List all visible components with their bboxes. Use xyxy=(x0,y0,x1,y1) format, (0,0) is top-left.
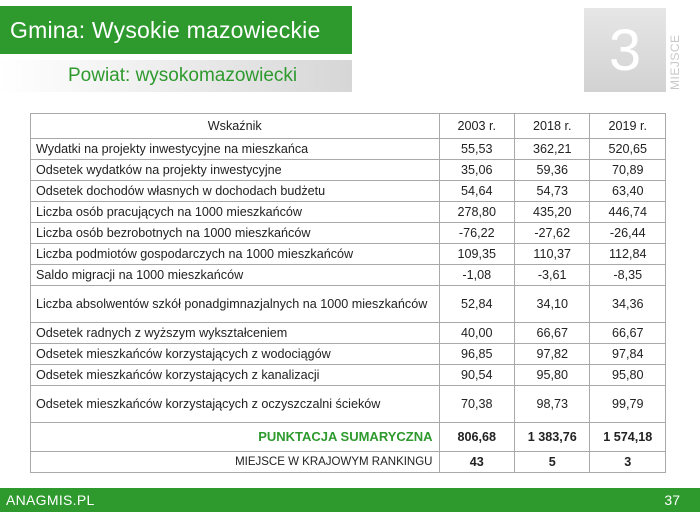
footer-brand: ANAGMIS.PL xyxy=(6,492,95,508)
summary-label: PUNKTACJA SUMARYCZNA xyxy=(31,423,440,452)
table-row xyxy=(31,139,666,160)
value-2018-cell: 66,67 xyxy=(514,323,589,344)
indicator-cell: Odsetek mieszkańców korzystających z wodociągów xyxy=(31,344,440,365)
page-title xyxy=(0,6,352,54)
table-row xyxy=(31,223,666,244)
table-row xyxy=(31,181,666,202)
value-2019-cell: 112,84 xyxy=(590,244,666,265)
value-2003-cell: 52,84 xyxy=(439,286,514,323)
column-header-2003: 2003 r. xyxy=(439,114,514,139)
page-title-text: Gmina: Wysokie mazowieckie xyxy=(10,16,321,43)
value-2003-cell: -76,22 xyxy=(439,223,514,244)
value-2019-cell: 520,65 xyxy=(590,139,666,160)
summary-2018: 1 383,76 xyxy=(514,423,589,452)
rank-badge xyxy=(584,8,666,92)
column-header-2019: 2019 r. xyxy=(590,114,666,139)
table-row xyxy=(31,365,666,386)
summary-2003: 806,68 xyxy=(439,423,514,452)
indicator-cell: Liczba osób bezrobotnych na 1000 mieszkańców xyxy=(31,223,440,244)
table-row xyxy=(31,244,666,265)
table-row xyxy=(31,323,666,344)
value-2018-cell: 110,37 xyxy=(514,244,589,265)
rank-number: 3 xyxy=(608,17,642,83)
indicator-cell: Wydatki na projekty inwestycyjne na mieszkańca xyxy=(31,139,440,160)
value-2003-cell: 40,00 xyxy=(439,323,514,344)
indicators-table xyxy=(30,113,666,473)
value-2018-cell: 34,10 xyxy=(514,286,589,323)
value-2018-cell: 98,73 xyxy=(514,386,589,423)
value-2019-cell: 70,89 xyxy=(590,160,666,181)
page-subtitle xyxy=(0,60,352,92)
summary-2019: 1 574,18 xyxy=(590,423,666,452)
footer-bar xyxy=(0,488,700,512)
value-2003-cell: 109,35 xyxy=(439,244,514,265)
value-2018-cell: 435,20 xyxy=(514,202,589,223)
table-header-row xyxy=(31,114,666,139)
table-row xyxy=(31,286,666,323)
value-2003-cell: 70,38 xyxy=(439,386,514,423)
ranking-label: MIEJSCE W KRAJOWYM RANKINGU xyxy=(31,452,440,473)
ranking-2003: 43 xyxy=(439,452,514,473)
value-2003-cell: 54,64 xyxy=(439,181,514,202)
indicator-cell: Liczba podmiotów gospodarczych na 1000 mieszkańców xyxy=(31,244,440,265)
value-2019-cell: 97,84 xyxy=(590,344,666,365)
indicator-cell: Saldo migracji na 1000 mieszkańców xyxy=(31,265,440,286)
indicator-cell: Liczba absolwentów szkół ponadgimnazjalnych na 1000 mieszkańców xyxy=(31,286,440,323)
value-2019-cell: 34,36 xyxy=(590,286,666,323)
value-2019-cell: -26,44 xyxy=(590,223,666,244)
table-row xyxy=(31,344,666,365)
value-2019-cell: 66,67 xyxy=(590,323,666,344)
table-row xyxy=(31,202,666,223)
indicator-cell: Odsetek wydatków na projekty inwestycyjne xyxy=(31,160,440,181)
ranking-row xyxy=(31,452,666,473)
table-body xyxy=(31,139,666,423)
page-number: 37 xyxy=(664,492,680,508)
ranking-2018: 5 xyxy=(514,452,589,473)
column-header-2018: 2018 r. xyxy=(514,114,589,139)
indicator-cell: Odsetek dochodów własnych w dochodach budżetu xyxy=(31,181,440,202)
indicator-cell: Odsetek mieszkańców korzystających z oczyszczalni ścieków xyxy=(31,386,440,423)
table-row xyxy=(31,386,666,423)
page-subtitle-text: Powiat: wysokomazowiecki xyxy=(68,65,298,86)
table-row xyxy=(31,265,666,286)
indicator-cell: Odsetek radnych z wyższym wykształceniem xyxy=(31,323,440,344)
value-2003-cell: 35,06 xyxy=(439,160,514,181)
column-header-indicator: Wskaźnik xyxy=(31,114,440,139)
value-2018-cell: 54,73 xyxy=(514,181,589,202)
value-2003-cell: 55,53 xyxy=(439,139,514,160)
value-2019-cell: 95,80 xyxy=(590,365,666,386)
ranking-2019: 3 xyxy=(590,452,666,473)
value-2019-cell: 63,40 xyxy=(590,181,666,202)
value-2018-cell: 97,82 xyxy=(514,344,589,365)
value-2018-cell: 59,36 xyxy=(514,160,589,181)
value-2018-cell: -3,61 xyxy=(514,265,589,286)
table-row xyxy=(31,160,666,181)
value-2019-cell: -8,35 xyxy=(590,265,666,286)
summary-row xyxy=(31,423,666,452)
value-2018-cell: 95,80 xyxy=(514,365,589,386)
value-2018-cell: 362,21 xyxy=(514,139,589,160)
value-2019-cell: 99,79 xyxy=(590,386,666,423)
value-2019-cell: 446,74 xyxy=(590,202,666,223)
value-2003-cell: -1,08 xyxy=(439,265,514,286)
indicator-cell: Liczba osób pracujących na 1000 mieszkańców xyxy=(31,202,440,223)
rank-label: MIEJSCE xyxy=(668,34,682,90)
value-2003-cell: 278,80 xyxy=(439,202,514,223)
indicator-cell: Odsetek mieszkańców korzystających z kanalizacji xyxy=(31,365,440,386)
value-2003-cell: 90,54 xyxy=(439,365,514,386)
value-2003-cell: 96,85 xyxy=(439,344,514,365)
value-2018-cell: -27,62 xyxy=(514,223,589,244)
